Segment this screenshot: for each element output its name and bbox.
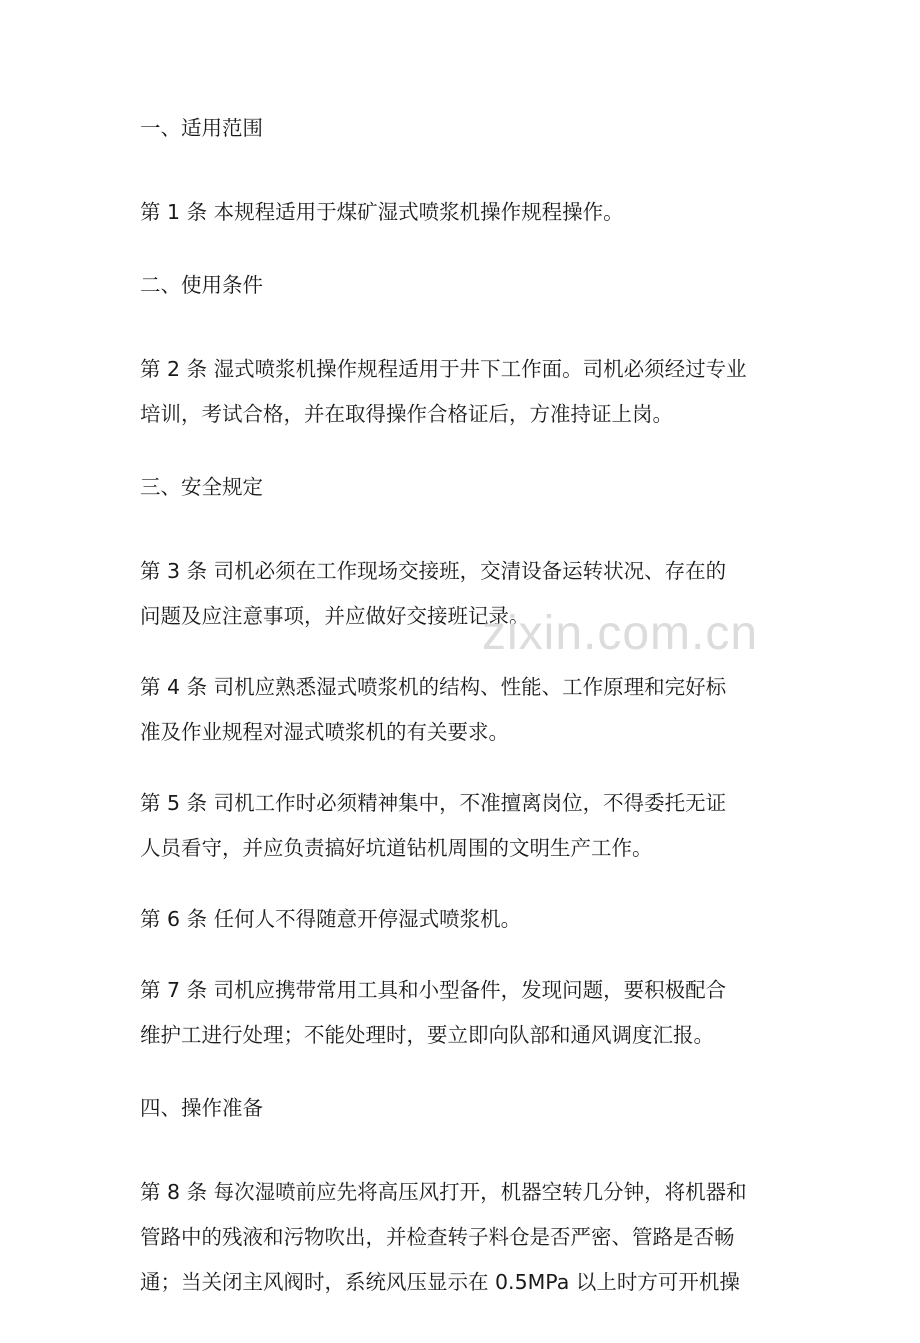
article-8 [140, 1182, 780, 1293]
section-heading-safety: 三、安全规定 [140, 475, 263, 499]
article-line: 培训，考试合格，并在取得操作合格证后，方准持证上岗。 [140, 402, 673, 426]
article-7 [140, 980, 780, 1046]
article-line: 第 1 条 本规程适用于煤矿湿式喷浆机操作规程操作。 [140, 200, 624, 224]
article-line: 人员看守，并应负责搞好坑道钻机周围的文明生产工作。 [140, 836, 653, 860]
article-line: 问题及应注意事项，并应做好交接班记录。 [140, 604, 530, 628]
article-6 [140, 909, 780, 930]
article-line: 第 3 条 司机必须在工作现场交接班，交清设备运转状况、存在的 [140, 559, 727, 583]
section-heading-preparation: 四、操作准备 [140, 1096, 263, 1120]
article-line: 第 6 条 任何人不得随意开停湿式喷浆机。 [140, 907, 522, 931]
article-1 [140, 202, 780, 223]
section-heading-conditions: 二、使用条件 [140, 273, 263, 297]
article-line: 第 4 条 司机应熟悉湿式喷浆机的结构、性能、工作原理和完好标 [140, 675, 727, 699]
article-4 [140, 677, 780, 743]
article-line: 维护工进行处理；不能处理时，要立即向队部和通风调度汇报。 [140, 1023, 714, 1047]
article-2 [140, 359, 780, 425]
article-line: 通；当关闭主风阀时，系统风压显示在 0.5MPa 以上时方可开机操 [140, 1270, 740, 1294]
article-line: 管路中的残液和污物吹出，并检查转子料仓是否严密、管路是否畅 [140, 1225, 735, 1249]
watermark-text: zixin.com.cn [482, 607, 759, 660]
article-5 [140, 793, 780, 859]
article-line: 第 2 条 湿式喷浆机操作规程适用于井下工作面。司机必须经过专业 [140, 357, 747, 381]
article-line: 第 8 条 每次湿喷前应先将高压风打开，机器空转几分钟，将机器和 [140, 1180, 747, 1204]
document-body [140, 116, 780, 1343]
article-line: 第 7 条 司机应携带常用工具和小型备件，发现问题，要积极配合 [140, 978, 727, 1002]
section-heading-scope: 一、适用范围 [140, 116, 263, 140]
article-line: 第 5 条 司机工作时必须精神集中，不准擅离岗位，不得委托无证 [140, 791, 727, 815]
article-line: 准及作业规程对湿式喷浆机的有关要求。 [140, 720, 509, 744]
